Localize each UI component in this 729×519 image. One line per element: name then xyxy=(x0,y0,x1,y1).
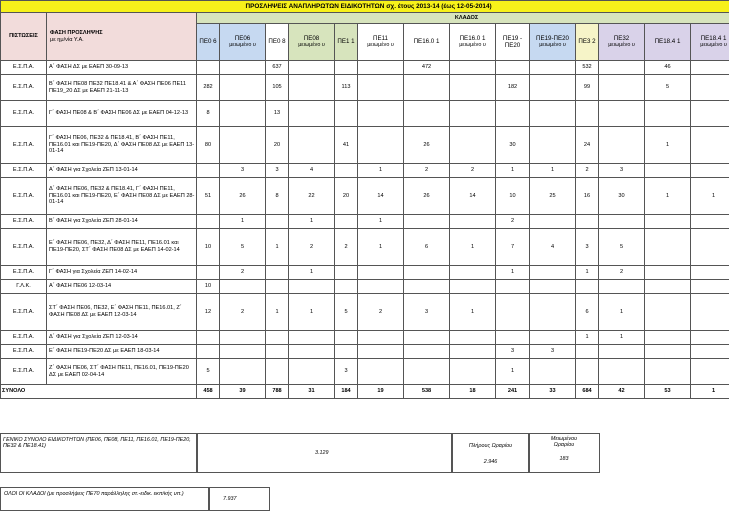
header-pistoseis: ΠΙΣΤΩΣΕΙΣ xyxy=(1,13,47,61)
row-cell xyxy=(496,280,530,294)
row-cell xyxy=(645,101,691,127)
row-cell xyxy=(691,294,729,331)
row-cell xyxy=(691,229,729,266)
table-title: ΠΡΟΣΛΗΨΕΙΣ ΑΝΑΠΛΗΡΩΤΩΝ ΕΙΔΙΚΟΤΗΤΩΝ σχ. έτους 2013-14 (έως 12-05-2014) xyxy=(1,1,729,13)
row-cell xyxy=(691,331,729,345)
row-cell: 4 xyxy=(530,229,576,266)
row-cell xyxy=(496,61,530,75)
row-cell xyxy=(645,164,691,178)
row-cell xyxy=(266,359,289,385)
row-cell: 99 xyxy=(576,75,599,101)
row-cell xyxy=(645,294,691,331)
row-cell xyxy=(576,280,599,294)
row-cell xyxy=(289,127,335,164)
row-pistosi: Ε.Σ.Π.Α. xyxy=(1,215,47,229)
row-cell xyxy=(358,331,404,345)
row-cell xyxy=(691,127,729,164)
row-cell xyxy=(358,127,404,164)
row-phase: Α΄ ΦΑΣΗ ΠΕ06 12-03-14 xyxy=(47,280,197,294)
row-cell xyxy=(576,101,599,127)
row-cell xyxy=(450,266,496,280)
row-pistosi: Ε.Σ.Π.Α. xyxy=(1,164,47,178)
row-cell xyxy=(404,101,450,127)
header-phase-sub: με ημ/νία Υ.Α. xyxy=(50,36,84,43)
row-cell xyxy=(530,61,576,75)
all-branches-value: 7.937 xyxy=(223,496,237,502)
table-row xyxy=(1,164,729,178)
row-cell xyxy=(530,75,576,101)
col-header: ΠΕ0 6 xyxy=(197,24,220,61)
row-cell: 1 xyxy=(358,164,404,178)
row-cell xyxy=(645,280,691,294)
row-cell xyxy=(576,215,599,229)
row-cell xyxy=(530,331,576,345)
table-body xyxy=(1,61,729,385)
row-phase: Γ΄ ΦΑΣΗ για Σχολεία ΖΕΠ 14-02-14 xyxy=(47,266,197,280)
total-row xyxy=(1,385,729,399)
row-cell xyxy=(266,280,289,294)
row-cell: 532 xyxy=(576,61,599,75)
row-cell: 3 xyxy=(496,345,530,359)
row-cell xyxy=(496,101,530,127)
row-cell: 1 xyxy=(496,359,530,385)
row-cell xyxy=(358,101,404,127)
header-phase-label: ΦΑΣΗ ΠΡΟΣΛΗΨΗΣ xyxy=(50,29,103,36)
row-cell: 12 xyxy=(197,294,220,331)
row-cell xyxy=(599,127,645,164)
row-cell xyxy=(450,280,496,294)
row-cell xyxy=(599,345,645,359)
col-header: ΠΕ3 2 xyxy=(576,24,599,61)
row-cell: 113 xyxy=(335,75,358,101)
row-cell xyxy=(530,215,576,229)
row-cell xyxy=(599,101,645,127)
row-cell xyxy=(220,280,266,294)
row-cell xyxy=(266,266,289,280)
reduced-time-label: Μειωμένου Ωραρίου xyxy=(550,436,578,448)
row-cell xyxy=(691,75,729,101)
table-row xyxy=(1,345,729,359)
row-cell xyxy=(335,331,358,345)
full-time-label: Πλήρους Ωραρίου xyxy=(468,443,513,449)
total-label: ΣΥΝΟΛΟ xyxy=(1,385,197,399)
col-header: ΠΕ19 - ΠΕ20 xyxy=(496,24,530,61)
row-cell xyxy=(691,61,729,75)
all-branches-label: ΟΛΟΙ ΟΙ ΚΛΑΔΟΙ (με προσλήψεις ΠΕ70 παράλληλης στ.-ειδικ. εκπ/κής υπ.) xyxy=(4,491,184,497)
row-cell xyxy=(645,215,691,229)
row-cell: 1 xyxy=(358,229,404,266)
row-cell xyxy=(220,331,266,345)
row-cell: 10 xyxy=(197,280,220,294)
row-cell xyxy=(197,215,220,229)
row-phase: Α΄ ΦΑΣΗ για Σχολεία ΖΕΠ 13-01-14 xyxy=(47,164,197,178)
row-cell xyxy=(220,359,266,385)
row-cell: 3 xyxy=(530,345,576,359)
row-cell xyxy=(404,75,450,101)
row-cell: 13 xyxy=(266,101,289,127)
col-header: ΠΕ19-ΠΕ20 μειωμένο υ xyxy=(530,24,576,61)
row-cell xyxy=(530,359,576,385)
row-cell xyxy=(197,61,220,75)
row-cell: 3 xyxy=(220,164,266,178)
reduced-time-box xyxy=(528,433,600,473)
row-phase: Α΄ ΦΑΣΗ ΔΣ με ΕΑΕΠ 30-09-13 xyxy=(47,61,197,75)
total-cell: 538 xyxy=(404,385,450,399)
row-cell: 1 xyxy=(645,178,691,215)
row-pistosi: Ε.Σ.Π.Α. xyxy=(1,359,47,385)
row-cell xyxy=(530,127,576,164)
row-cell xyxy=(404,266,450,280)
row-cell xyxy=(220,61,266,75)
table-row xyxy=(1,215,729,229)
row-pistosi: Ε.Σ.Π.Α. xyxy=(1,266,47,280)
row-cell xyxy=(450,75,496,101)
total-cell: 1 xyxy=(691,385,729,399)
full-time-value: 2.946 xyxy=(483,459,498,465)
col-header: ΠΕ32 μειωμένο υ xyxy=(599,24,645,61)
row-cell xyxy=(335,61,358,75)
row-cell xyxy=(266,215,289,229)
row-pistosi: Ε.Σ.Π.Α. xyxy=(1,229,47,266)
col-header: ΠΕ11 μειωμένο υ xyxy=(358,24,404,61)
reduced-time-value: 183 xyxy=(559,456,569,462)
row-cell xyxy=(530,266,576,280)
row-cell: 1 xyxy=(358,215,404,229)
row-cell xyxy=(530,294,576,331)
table-row xyxy=(1,178,729,215)
row-cell: 1 xyxy=(576,331,599,345)
row-cell: 1 xyxy=(289,294,335,331)
table-row xyxy=(1,101,729,127)
row-phase: Δ΄ ΦΑΣΗ για Σχολεία ΖΕΠ 12-03-14 xyxy=(47,331,197,345)
row-cell: 6 xyxy=(404,229,450,266)
row-cell: 637 xyxy=(266,61,289,75)
row-cell xyxy=(404,280,450,294)
total-cell: 684 xyxy=(576,385,599,399)
row-cell xyxy=(358,266,404,280)
row-pistosi: Ε.Σ.Π.Α. xyxy=(1,101,47,127)
row-cell: 1 xyxy=(530,164,576,178)
row-cell xyxy=(289,75,335,101)
row-cell xyxy=(220,127,266,164)
row-cell: 4 xyxy=(289,164,335,178)
total-cell: 788 xyxy=(266,385,289,399)
row-cell: 6 xyxy=(576,294,599,331)
row-pistosi: Ε.Σ.Π.Α. xyxy=(1,127,47,164)
row-cell: 2 xyxy=(450,164,496,178)
row-cell xyxy=(576,345,599,359)
row-cell xyxy=(645,229,691,266)
total-cell: 31 xyxy=(289,385,335,399)
row-cell xyxy=(450,345,496,359)
row-cell xyxy=(358,61,404,75)
row-pistosi: Ε.Σ.Π.Α. xyxy=(1,61,47,75)
row-cell xyxy=(645,359,691,385)
row-cell: 1 xyxy=(599,331,645,345)
table-row xyxy=(1,266,729,280)
table-row xyxy=(1,294,729,331)
row-cell: 10 xyxy=(496,178,530,215)
row-cell: 8 xyxy=(197,101,220,127)
row-cell xyxy=(691,101,729,127)
row-cell: 10 xyxy=(197,229,220,266)
row-cell xyxy=(220,101,266,127)
row-cell: 2 xyxy=(404,164,450,178)
row-cell xyxy=(335,280,358,294)
row-cell: 3 xyxy=(599,164,645,178)
row-cell: 1 xyxy=(691,178,729,215)
row-phase: Γ΄ ΦΑΣΗ ΠΕ06, ΠΕ32 & ΠΕ18.41, Β΄ ΦΑΣΗ ΠΕ11, ΠΕ16.01 και ΠΕ19-ΠΕ20, Δ΄ ΦΑΣΗ ΠΕ08 ΔΣ με ΕΑΕΠ 13-01-14 xyxy=(47,127,197,164)
row-cell xyxy=(404,359,450,385)
row-cell: 24 xyxy=(576,127,599,164)
row-cell xyxy=(599,280,645,294)
row-phase: Ζ΄ ΦΑΣΗ ΠΕ06, ΣΤ΄ ΦΑΣΗ ΠΕ11, ΠΕ16.01, ΠΕ19-ΠΕ20 ΔΣ με ΕΑΕΠ 02-04-14 xyxy=(47,359,197,385)
full-time-box xyxy=(451,433,530,473)
row-cell: 2 xyxy=(599,266,645,280)
row-cell: 20 xyxy=(266,127,289,164)
general-total-label: ΓΕΝΙΚΟ ΣΥΝΟΛΟ ΕΙΔΙΚΟΤΗΤΩΝ (ΠΕ06, ΠΕ08, ΠΕ11, ΠΕ16.01, ΠΕ19-ΠΕ20, ΠΕ32 & ΠΕ18.41) xyxy=(3,437,191,449)
row-pistosi: Γ.Λ.Κ. xyxy=(1,280,47,294)
table-row xyxy=(1,359,729,385)
row-cell xyxy=(197,331,220,345)
row-cell: 3 xyxy=(266,164,289,178)
row-cell: 30 xyxy=(599,178,645,215)
row-cell: 2 xyxy=(220,294,266,331)
row-cell xyxy=(691,359,729,385)
row-cell xyxy=(450,101,496,127)
row-cell xyxy=(691,164,729,178)
row-phase: Β΄ ΦΑΣΗ ΠΕ08 ΠΕ32 ΠΕ18.41 & Α΄ ΦΑΣΗ ΠΕ06 ΠΕ11 ΠΕ19_20 ΔΣ με ΕΑΕΠ 21-11-13 xyxy=(47,75,197,101)
row-cell: 22 xyxy=(289,178,335,215)
row-cell xyxy=(450,215,496,229)
row-pistosi: Ε.Σ.Π.Α. xyxy=(1,345,47,359)
row-cell xyxy=(197,164,220,178)
row-cell xyxy=(599,61,645,75)
row-cell: 41 xyxy=(335,127,358,164)
table-row xyxy=(1,127,729,164)
row-phase: Β΄ ΦΑΣΗ για Σχολεία ΖΕΠ 28-01-14 xyxy=(47,215,197,229)
row-cell xyxy=(404,345,450,359)
row-cell xyxy=(358,280,404,294)
row-phase: Δ΄ ΦΑΣΗ ΠΕ06, ΠΕ32 & ΠΕ18.41, Γ΄ ΦΑΣΗ ΠΕ11, ΠΕ16.01 και ΠΕ19-ΠΕ20, Ε΄ ΦΑΣΗ ΠΕ08 ΔΣ με ΕΑΕΠ 28-01-14 xyxy=(47,178,197,215)
row-cell: 1 xyxy=(576,266,599,280)
col-header: ΠΕ08 μειωμένο υ xyxy=(289,24,335,61)
row-cell xyxy=(220,345,266,359)
row-cell xyxy=(450,331,496,345)
row-cell: 2 xyxy=(289,229,335,266)
row-cell xyxy=(691,280,729,294)
row-cell xyxy=(335,164,358,178)
col-header: ΠΕ18.4 1 xyxy=(645,24,691,61)
table-row xyxy=(1,280,729,294)
col-header: ΠΕ16.0 1 μειωμένο υ xyxy=(450,24,496,61)
all-branches-box xyxy=(0,487,210,511)
total-cell: 39 xyxy=(220,385,266,399)
row-cell xyxy=(496,294,530,331)
row-cell: 2 xyxy=(496,215,530,229)
row-cell xyxy=(599,359,645,385)
general-total-value: 3.129 xyxy=(315,450,329,456)
table-row xyxy=(1,75,729,101)
row-cell: 3 xyxy=(576,229,599,266)
row-cell xyxy=(404,331,450,345)
row-cell xyxy=(289,345,335,359)
row-cell xyxy=(358,359,404,385)
row-cell xyxy=(289,101,335,127)
row-cell: 1 xyxy=(289,266,335,280)
total-cell: 33 xyxy=(530,385,576,399)
header-klados: ΚΛΑΔΟΣ xyxy=(197,13,729,24)
row-cell xyxy=(645,331,691,345)
row-cell: 5 xyxy=(335,294,358,331)
row-pistosi: Ε.Σ.Π.Α. xyxy=(1,75,47,101)
row-cell xyxy=(450,359,496,385)
row-cell: 1 xyxy=(220,215,266,229)
row-cell: 282 xyxy=(197,75,220,101)
total-cell: 184 xyxy=(335,385,358,399)
row-cell: 1 xyxy=(496,266,530,280)
row-cell: 2 xyxy=(358,294,404,331)
total-cell: 53 xyxy=(645,385,691,399)
row-phase: ΣΤ΄ ΦΑΣΗ ΠΕ06, ΠΕ32, Ε΄ ΦΑΣΗ ΠΕ11, ΠΕ16.01, Ζ΄ ΦΑΣΗ ΠΕ08 ΔΣ με ΕΑΕΠ 12-03-14 xyxy=(47,294,197,331)
row-cell xyxy=(335,266,358,280)
row-cell: 51 xyxy=(197,178,220,215)
row-cell: 46 xyxy=(645,61,691,75)
row-cell: 5 xyxy=(197,359,220,385)
row-cell: 8 xyxy=(266,178,289,215)
col-header: ΠΕ1 1 xyxy=(335,24,358,61)
col-header: ΠΕ0 8 xyxy=(266,24,289,61)
general-total-value-box xyxy=(196,433,453,473)
table-row xyxy=(1,331,729,345)
col-header: ΠΕ18.4 1 μειωμένο υ xyxy=(691,24,729,61)
row-cell: 1 xyxy=(645,127,691,164)
row-cell: 20 xyxy=(335,178,358,215)
col-header: ΠΕ16.0 1 xyxy=(404,24,450,61)
row-cell: 2 xyxy=(576,164,599,178)
row-cell: 16 xyxy=(576,178,599,215)
row-cell xyxy=(197,345,220,359)
row-cell: 25 xyxy=(530,178,576,215)
row-cell: 182 xyxy=(496,75,530,101)
row-cell xyxy=(450,61,496,75)
row-cell xyxy=(645,345,691,359)
all-branches-value-box xyxy=(208,487,270,511)
row-cell xyxy=(289,61,335,75)
row-cell: 1 xyxy=(496,164,530,178)
row-cell: 30 xyxy=(496,127,530,164)
row-cell: 1 xyxy=(599,294,645,331)
row-cell xyxy=(599,75,645,101)
row-cell: 7 xyxy=(496,229,530,266)
row-cell xyxy=(404,215,450,229)
row-cell xyxy=(266,345,289,359)
row-cell: 3 xyxy=(335,359,358,385)
row-cell xyxy=(358,75,404,101)
row-cell: 2 xyxy=(335,229,358,266)
row-cell xyxy=(530,280,576,294)
row-cell xyxy=(691,266,729,280)
col-header: ΠΕ06 μειωμένο υ xyxy=(220,24,266,61)
row-cell: 80 xyxy=(197,127,220,164)
total-cell: 42 xyxy=(599,385,645,399)
row-cell xyxy=(289,280,335,294)
row-cell: 1 xyxy=(289,215,335,229)
row-cell: 14 xyxy=(450,178,496,215)
row-cell xyxy=(335,345,358,359)
row-phase: Γ΄ ΦΑΣΗ ΠΕ08 & Β΄ ΦΑΣΗ ΠΕ06 ΔΣ με ΕΑΕΠ 04-12-13 xyxy=(47,101,197,127)
row-cell: 5 xyxy=(220,229,266,266)
row-cell xyxy=(450,127,496,164)
row-cell: 26 xyxy=(404,127,450,164)
row-cell xyxy=(691,345,729,359)
table-row xyxy=(1,61,729,75)
row-cell: 5 xyxy=(599,229,645,266)
row-cell xyxy=(358,345,404,359)
total-cell: 18 xyxy=(450,385,496,399)
row-cell xyxy=(335,215,358,229)
row-cell: 1 xyxy=(450,294,496,331)
row-cell xyxy=(691,215,729,229)
row-cell xyxy=(645,266,691,280)
row-cell: 1 xyxy=(266,294,289,331)
row-cell xyxy=(289,359,335,385)
row-cell: 3 xyxy=(404,294,450,331)
row-cell: 1 xyxy=(450,229,496,266)
total-cell: 458 xyxy=(197,385,220,399)
row-cell xyxy=(599,215,645,229)
row-cell xyxy=(197,266,220,280)
total-cell: 241 xyxy=(496,385,530,399)
total-cell: 19 xyxy=(358,385,404,399)
row-cell: 26 xyxy=(404,178,450,215)
row-cell: 1 xyxy=(266,229,289,266)
row-cell: 5 xyxy=(645,75,691,101)
row-cell xyxy=(289,331,335,345)
row-cell xyxy=(530,101,576,127)
row-cell: 14 xyxy=(358,178,404,215)
row-cell: 2 xyxy=(220,266,266,280)
general-total-box xyxy=(0,433,198,473)
row-cell xyxy=(335,101,358,127)
row-pistosi: Ε.Σ.Π.Α. xyxy=(1,331,47,345)
row-cell xyxy=(496,331,530,345)
row-cell: 26 xyxy=(220,178,266,215)
header-phase xyxy=(47,13,197,61)
row-cell: 472 xyxy=(404,61,450,75)
row-cell xyxy=(576,359,599,385)
row-pistosi: Ε.Σ.Π.Α. xyxy=(1,178,47,215)
row-cell xyxy=(266,331,289,345)
table-row xyxy=(1,229,729,266)
row-cell: 105 xyxy=(266,75,289,101)
row-pistosi: Ε.Σ.Π.Α. xyxy=(1,294,47,331)
row-phase: Ε΄ ΦΑΣΗ ΠΕ19-ΠΕ20 ΔΣ με ΕΑΕΠ 18-03-14 xyxy=(47,345,197,359)
row-cell xyxy=(220,75,266,101)
row-phase: Ε΄ ΦΑΣΗ ΠΕ06, ΠΕ32, Δ΄ ΦΑΣΗ ΠΕ11, ΠΕ16.01 και ΠΕ19-ΠΕ20, ΣΤ΄ ΦΑΣΗ ΠΕ08 ΔΣ με ΕΑΕΠ 14-02-14 xyxy=(47,229,197,266)
